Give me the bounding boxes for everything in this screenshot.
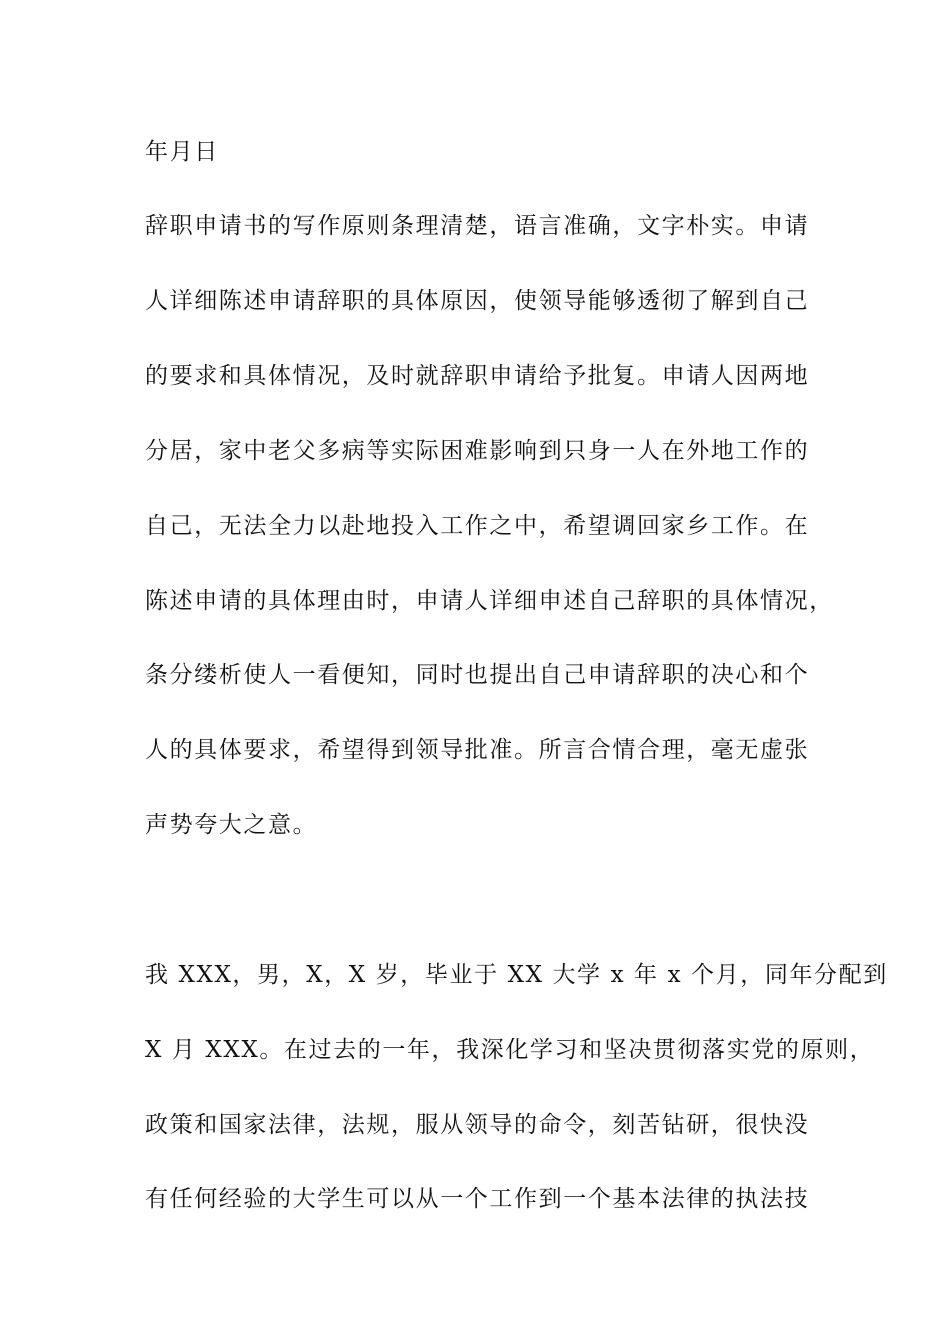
paragraph-1-line-9: 声势夸大之意。 <box>145 812 318 838</box>
date-line: 年月日 <box>145 139 219 165</box>
paragraph-2-line-2: X 月 XXX。在过去的一年，我深化学习和坚决贯彻落实党的原则， <box>145 1037 875 1063</box>
paragraph-2-line-1: 我 XXX，男，X，X 岁，毕业于 XX 大学 x 年 x 个月，同年分配到 <box>145 962 888 988</box>
paragraph-1-line-3: 的要求和具体情况，及时就辞职申请给予批复。申请人因两地 <box>145 363 810 389</box>
paragraph-1-line-6: 陈述申请的具体理由时，申请人详细申述自己辞职的具体情况， <box>145 588 834 614</box>
paragraph-1-line-2: 人详细陈述申请辞职的具体原因，使领导能够透彻了解到自己 <box>145 288 810 314</box>
paragraph-1-line-8: 人的具体要求，希望得到领导批准。所言合情合理，毫无虚张 <box>145 737 810 763</box>
paragraph-2-line-3: 政策和国家法律，法规，服从领导的命令，刻苦钻研，很快没 <box>145 1112 810 1138</box>
paragraph-1-line-4: 分居，家中老父多病等实际困难影响到只身一人在外地工作的 <box>145 438 810 464</box>
paragraph-1-line-1: 辞职申请书的写作原则条理清楚，语言准确，文字朴实。申请 <box>145 213 810 239</box>
paragraph-2-line-4: 有任何经验的大学生可以从一个工作到一个基本法律的执法技 <box>145 1186 810 1212</box>
paragraph-1-line-5: 自己，无法全力以赴地投入工作之中，希望调回家乡工作。在 <box>145 513 810 539</box>
paragraph-1-line-7: 条分缕析使人一看便知，同时也提出自己申请辞职的决心和个 <box>145 662 810 688</box>
